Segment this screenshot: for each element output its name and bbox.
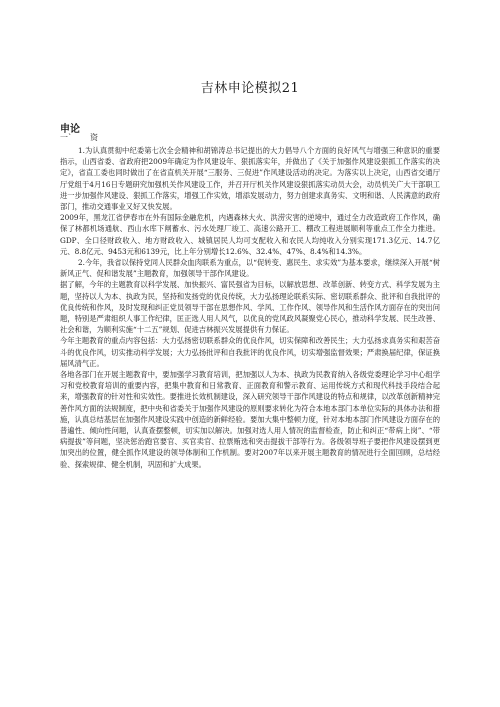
body-text [60, 145, 440, 470]
paragraph-1: 1.为认真贯彻中纪委第七次全会精神和胡锦涛总书记提出的大力倡导八个方面的良好风气与增强三种意识的重要指示，山西省委、省政府把2009年确定为作风建设年、狠抓落实年，并做出了《关于加强作风建设狠抓工作落实的决定》，省直工委也同时做出了在省直机关开展“三服务、三促进”作风建设活动的决定。为落实以上决定，山西省交通厅厅党组于4月16日专题研究加强机关作风建设工作，并召开厅机关作风建设狠抓落实动员大会，动员机关广大干部职工进一步加强作风建设、狠抓工作落实，增强工作实效，增添发展动力，努力创建求真务实、文明和谐、人民满意的政府部门，推动交通事业又好又快发展。 [60, 146, 440, 212]
paragraph-6: 各地各部门在开展主题教育中，要加强学习教育培训，把加强以人为本、执政为民教育纳入各级党委理论学习中心组学习和党校教育培训的重要内容，把集中教育和日常教育、正面教育和警示教育、运用传统方式和现代科技手段结合起来，增强教育的针对性和实效性。要推进长效机制建设，深入研究领导干部作风建设的特点和规律，以改革创新精神完善作风方面的法规制度，把中央和省委关于加强作风建设的原则要求转化为符合本地本部门本单位实际的具体办法和措施，认真总结基层在加强作风建设实践中创造的新鲜经验。要加大集中整顿力度，针对本地本部门作风建设方面存在的普遍性、倾向性问题，认真查摆整顿，切实加以解决。加强对选人用人情况的监督检查，防止和纠正“带病上岗”、“带病提拔”等问题，坚决惩治跑官要官、买官卖官、拉票贿选和突击提拔干部等行为。各级领导班子要把作风建设摆到更加突出的位置，健全抓作风建设的领导体制和工作机制。要对2007年以来开展主题教育的情况进行全面回顾，总结经验、探索规律、健全机制，巩固和扩大成果。 [60, 370, 440, 469]
paragraph-5: 今年主题教育的重点内容包括：大力弘扬密切联系群众的优良作风，切实保障和改善民生；大力弘扬求真务实和艰苦奋斗的优良作风，切实推动科学发展；大力弘扬批评和自我批评的优良作风，切实增强监督效果；严肃换届纪律，保证换届风清气正。 [60, 336, 440, 368]
paragraph-3: 2.今年，我省以保持党同人民群众血肉联系为重点，以“促转变、惠民生、求实效”为基本要求，继续深入开展“树新风正气、促和谐发展”主题教育，加强领导干部作风建设。 [60, 258, 440, 279]
paragraph-4: 据了解，今年的主题教育以科学发展、加快振兴、富民强省为目标，以解放思想、改革创新、转变方式、科学发展为主题，坚持以人为本、执政为民，坚持和发扬党的优良传统，大力弘扬理论联系实际、密切联系群众、批评和自我批评的优良传统和作风，及时发现和纠正党员领导干部在思想作风、学风、工作作风、领导作风和生活作风方面存在的突出问题，特别是严肃组织人事工作纪律，匡正选人用人风气，以优良的党风政风凝聚党心民心，推动科学发展、民生改善、社会和谐，为顺利实施“十二五”规划、促进吉林振兴发展提供有力保证。 [60, 280, 440, 335]
paragraph-2: 2009年，黑龙江省伊春市在外有国际金融危机，内遇森林大火、洪涝灾害的逆境中，通过全力改造政府工作作风，确保了林都机场通航、西山水库下闸蓄水、污水处理厂竣工、高速公路开工、棚改工程进展顺利等重点工作全力推进。GDP、全口径财政收入、地方财政收入、城镇居民人均可支配收入和农民人均纯收入分别实现171.3亿元、14.7亿元、8.8亿元、9453元和6139元，比上年分别增长12.6%、32.4%、47%、8.4%和14.3%。 [60, 213, 440, 256]
section-title: 申论 [60, 124, 80, 135]
subhead-number: 一` [60, 133, 72, 142]
subhead-label: 资 [90, 133, 98, 142]
subhead [60, 132, 98, 143]
document-title: 吉林申论模拟21 [200, 81, 300, 96]
